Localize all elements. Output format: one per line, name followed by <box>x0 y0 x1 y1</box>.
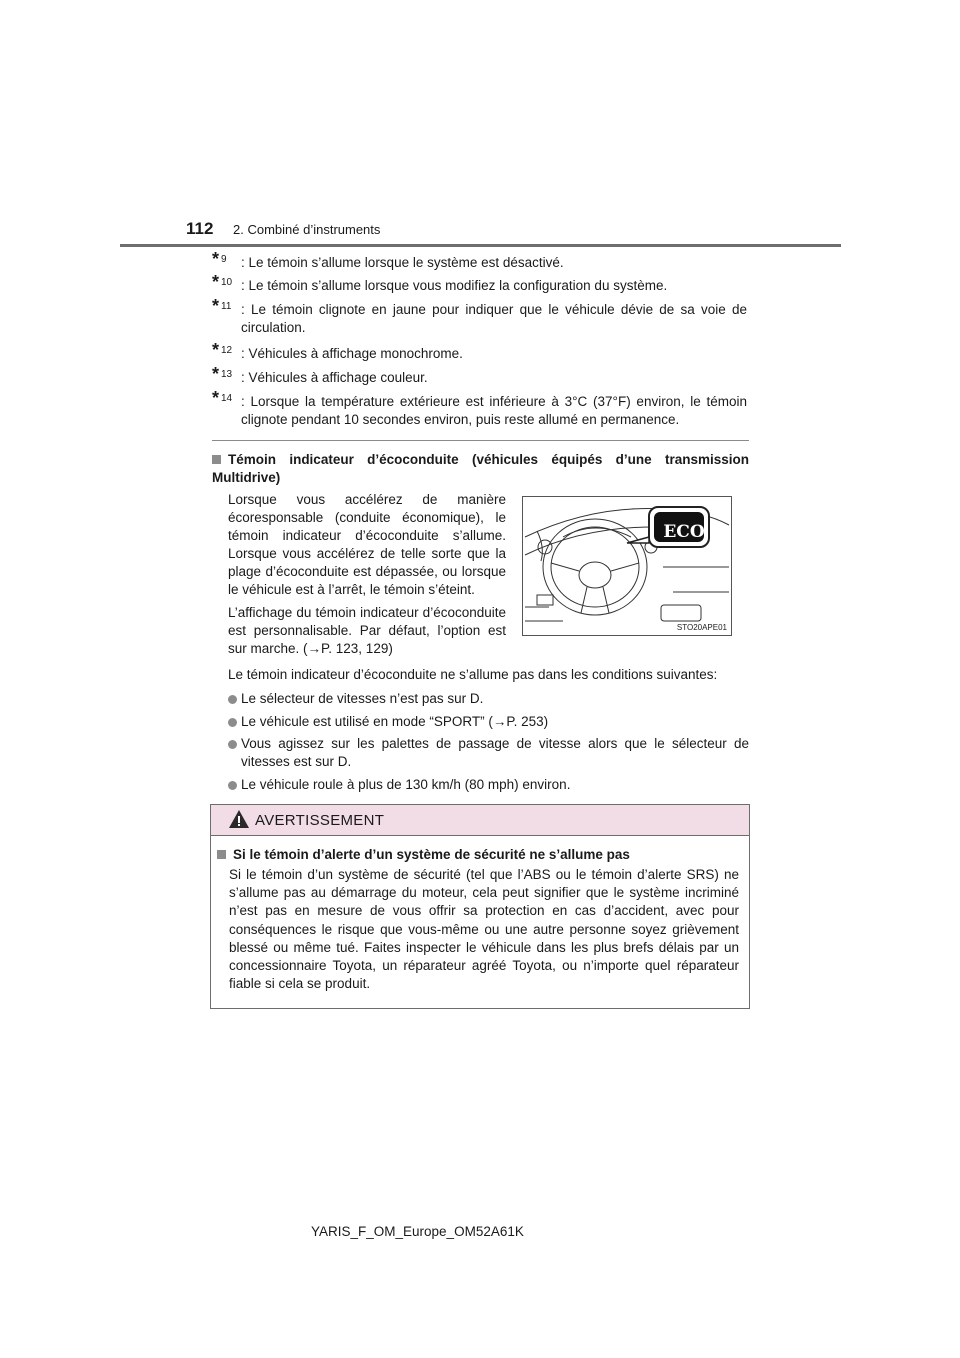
footnote-13 <box>212 364 747 387</box>
dashboard-illustration <box>522 496 732 636</box>
footnote-number: 13 <box>221 369 233 380</box>
list-item <box>228 713 749 731</box>
footnote-12 <box>212 340 747 363</box>
conditions-intro: Le témoin indicateur d’écoconduite ne s’allume pas dans les conditions suivantes: <box>228 667 718 682</box>
warning-triangle-icon <box>228 809 250 829</box>
square-bullet-icon <box>217 850 226 859</box>
footnote-number: 10 <box>221 277 233 288</box>
round-bullet-icon <box>228 740 237 749</box>
round-bullet-icon <box>228 781 237 790</box>
footnote-number: 9 <box>221 254 227 265</box>
eco-indicator-icon: ECO <box>663 522 705 542</box>
eco-paragraph-2: L’affichage du témoin indicateur d’écoconduite est personnalisable. Par défaut, l’option est sur marche. (→P. 123, 129) <box>228 605 506 656</box>
list-item <box>228 735 749 771</box>
footnote-14 <box>212 388 747 429</box>
header-divider <box>120 244 841 247</box>
list-item-text: Le véhicule roule à plus de 130 km/h (80 mph) environ. <box>241 777 571 792</box>
section-divider <box>212 440 749 441</box>
eco-section-heading <box>212 451 749 487</box>
warning-title: AVERTISSEMENT <box>255 812 385 829</box>
square-bullet-icon <box>212 455 221 464</box>
footnote-text: : Le témoin clignote en jaune pour indiquer que le véhicule dévie de sa voie de circulation. <box>241 302 747 335</box>
footnote-number: 12 <box>221 345 233 356</box>
footnote-asterisk: * <box>212 249 220 269</box>
eco-heading-text: Témoin indicateur d’écoconduite (véhicules équipés d’une transmission Multidrive) <box>212 452 749 485</box>
footnote-asterisk: * <box>212 340 220 360</box>
list-item <box>228 690 749 708</box>
warning-subheading <box>217 846 741 864</box>
warning-header <box>211 805 749 836</box>
round-bullet-icon <box>228 695 237 704</box>
section-title: 2. Combiné d’instruments <box>233 222 381 237</box>
footnote-number: 14 <box>221 393 233 404</box>
list-item-text: Vous agissez sur les palettes de passage de vitesse alors que le sélecteur de vitesses est sur D. <box>241 736 749 769</box>
list-item-text: Le sélecteur de vitesses n’est pas sur D. <box>241 691 484 706</box>
footnote-text: : Véhicules à affichage couleur. <box>241 370 428 385</box>
footnote-9 <box>212 249 747 272</box>
footnote-number: 11 <box>221 301 232 312</box>
round-bullet-icon <box>228 718 237 727</box>
footnote-text: : Lorsque la température extérieure est inférieure à 3°C (37°F) environ, le témoin clignote pendant 10 secondes environ, puis reste allumé en permanence. <box>241 394 747 427</box>
warning-body: Si le témoin d’un système de sécurité (tel que l’ABS ou le témoin d’alerte SRS) ne s’allume pas au démarrage du moteur, cela peut signifier que le système incriminé n’est pas en mesure de vous offrir sa protection en cas d’accident, avec pour conséquences le risque que vous-même ou une autre personne soyez grièvement blessé ou même tué. Faites inspecter le véhicule dans les plus brefs délais par un concessionnaire Toyota, un réparateur agréé Toyota, ou n’importe quel réparateur fiable si cela se produit. <box>229 867 739 992</box>
footnote-11 <box>212 296 747 337</box>
eco-paragraph-1: Lorsque vous accélérez de manière écoresponsable (conduite économique), le témoin indicateur d’écoconduite s’allume. Lorsque vous accélérez de telle sorte que la plage d’écoconduite est dépassée, ou lorsque le véhicule est à l’arrêt, le témoin s’éteint. <box>228 492 506 597</box>
footnote-asterisk: * <box>212 364 220 384</box>
footnote-text: : Le témoin s’allume lorsque le système est désactivé. <box>241 255 564 270</box>
page-number: 112 <box>186 219 214 238</box>
list-item-text: Le véhicule est utilisé en mode “SPORT” (→P. 253) <box>241 714 549 729</box>
footnote-text: : Le témoin s’allume lorsque vous modifiez la configuration du système. <box>241 278 668 293</box>
footnote-asterisk: * <box>212 296 220 316</box>
warning-box <box>210 804 750 1009</box>
footnote-text: : Véhicules à affichage monochrome. <box>241 346 463 361</box>
footnote-asterisk: * <box>212 388 220 408</box>
illustration-code: STO20APE01 <box>676 623 727 632</box>
footnote-asterisk: * <box>212 272 220 292</box>
document-code: YARIS_F_OM_Europe_OM52A61K <box>311 1224 524 1239</box>
footnote-10 <box>212 272 747 295</box>
list-item <box>228 776 749 794</box>
warning-subheading-text: Si le témoin d’alerte d’un système de sécurité ne s’allume pas <box>233 847 630 862</box>
